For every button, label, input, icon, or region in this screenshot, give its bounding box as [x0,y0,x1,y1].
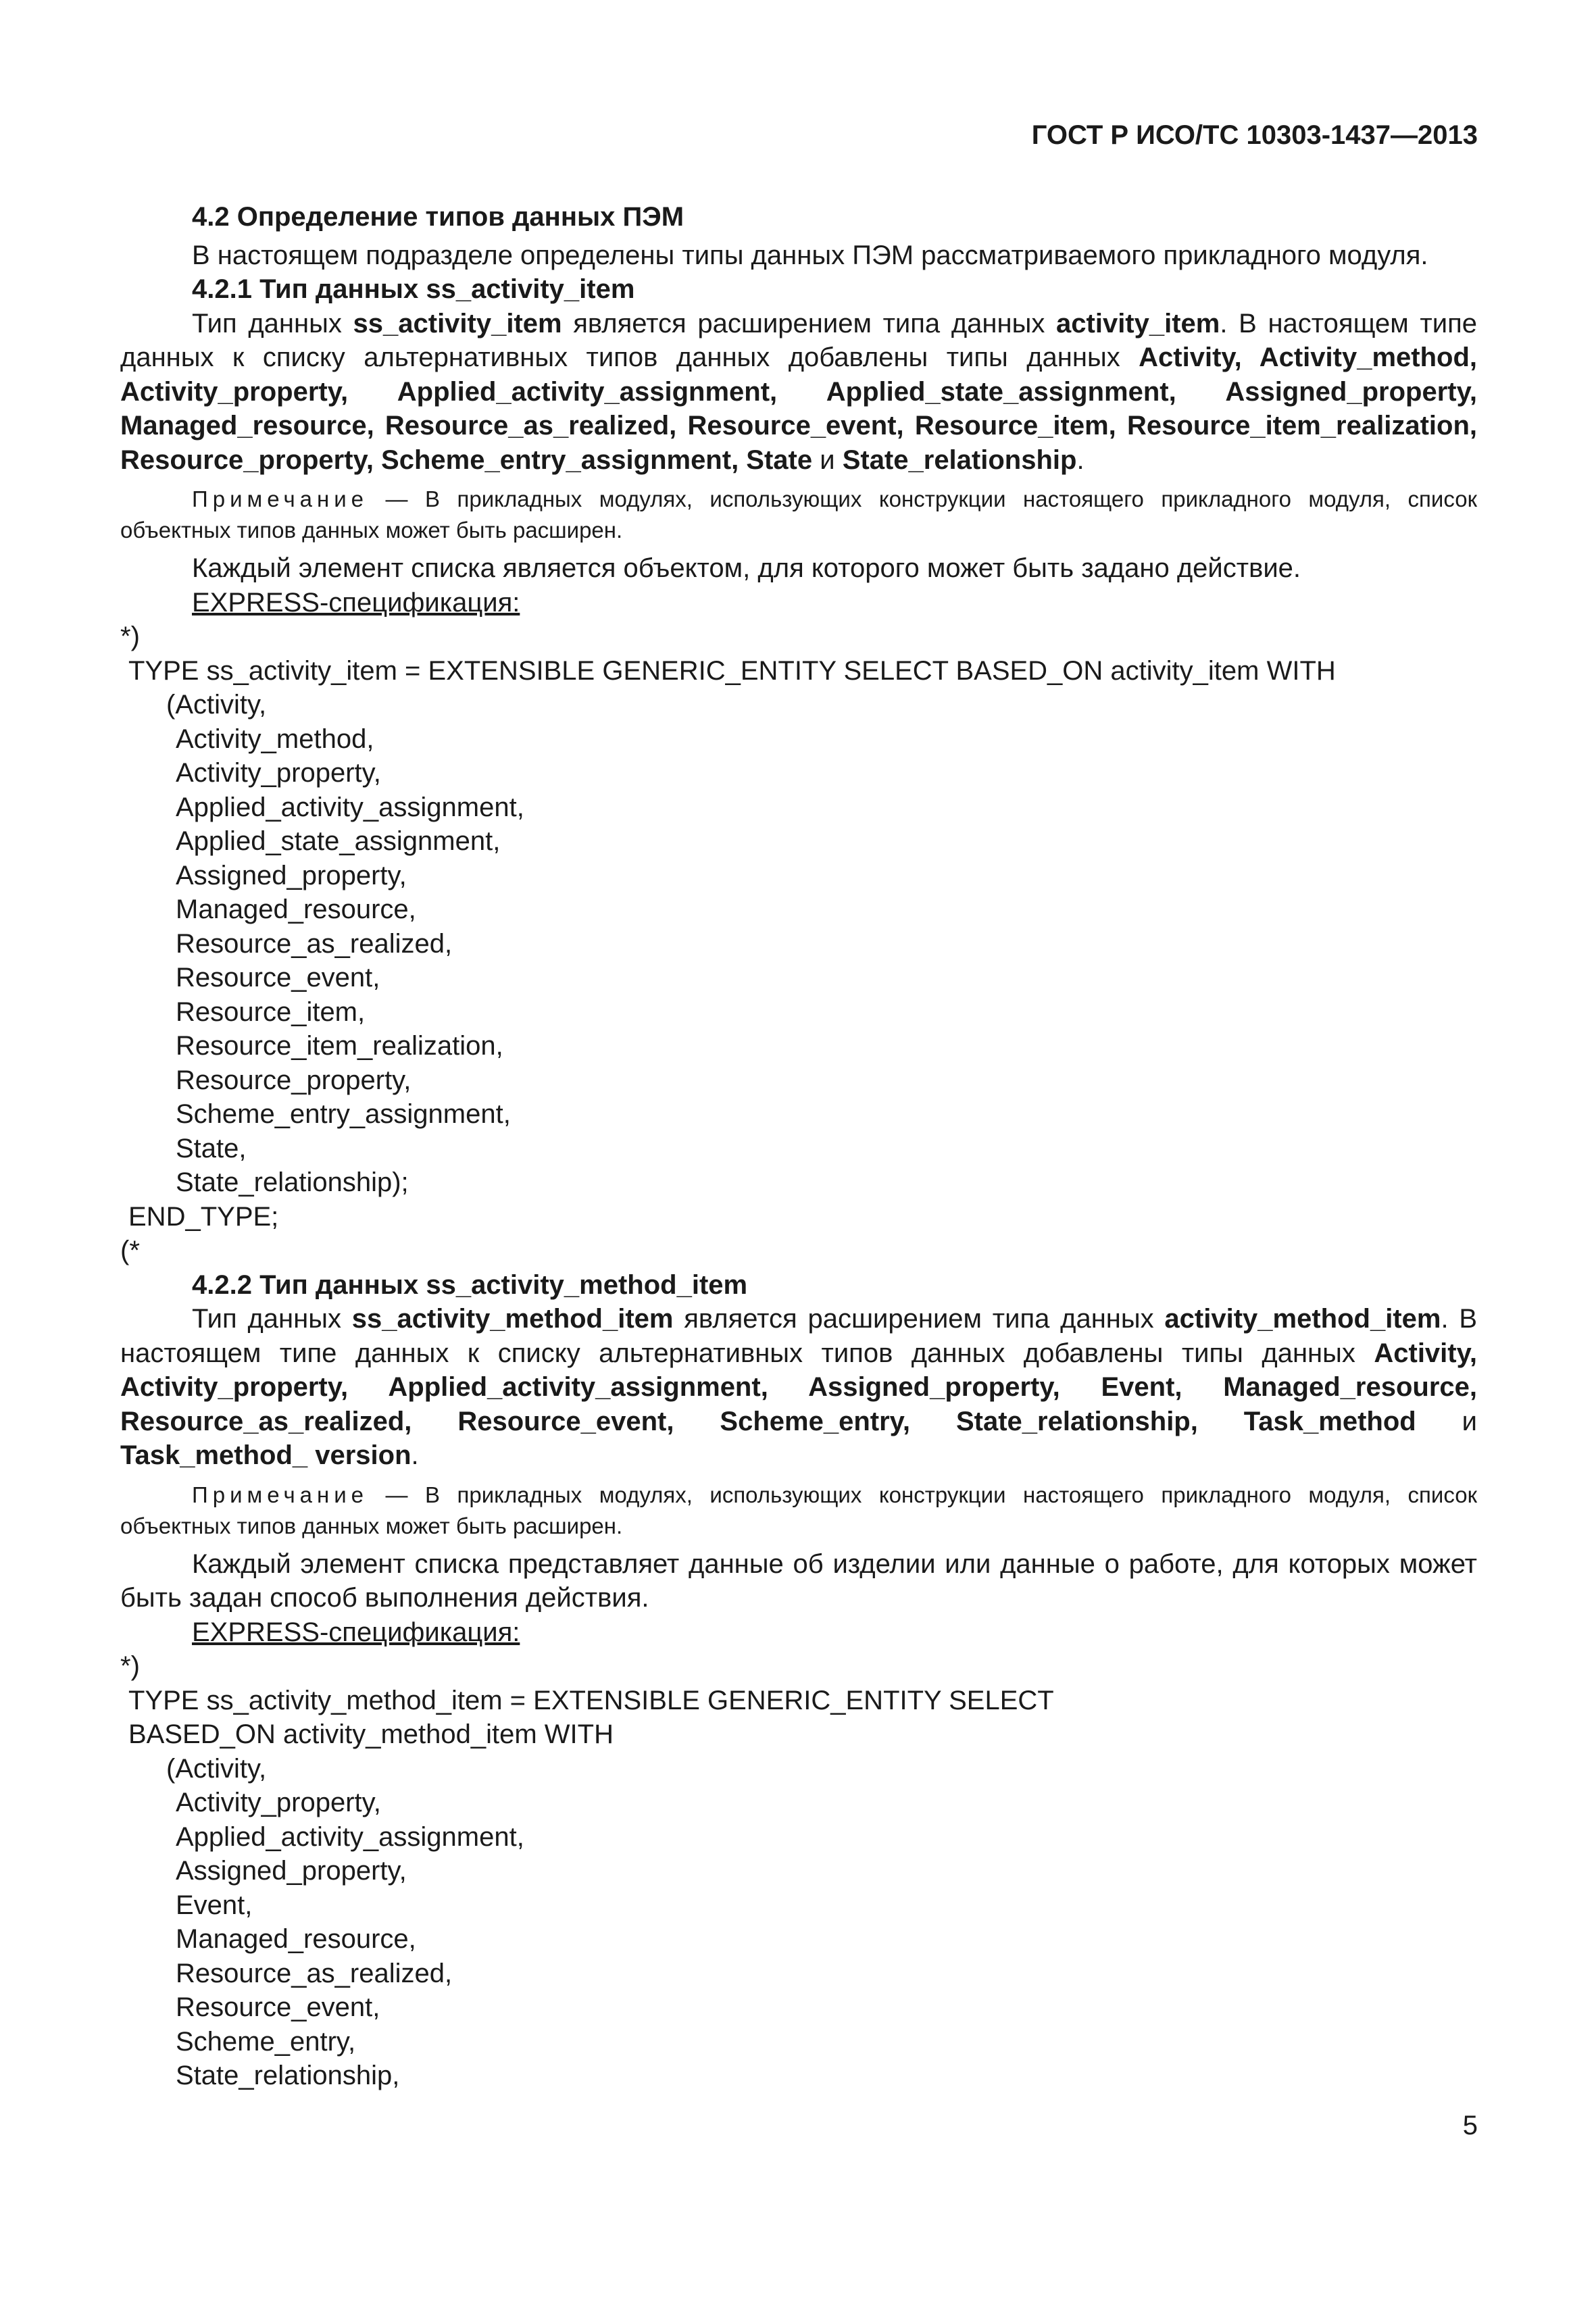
note-label: Примечание [192,486,369,511]
type-name: ss_activity_item [353,308,562,338]
code-line: Applied_activity_assignment, [176,792,524,822]
note-4-2-1 [120,484,1477,546]
text-run: является расширением типа данных [562,308,1057,338]
code-line: Activity_property, [176,758,381,788]
note-label: Примечание [192,1482,369,1507]
text-run: является расширением типа данных [673,1304,1165,1334]
text-run: Тип данных [192,308,353,338]
code-line: Event, [176,1890,253,1920]
code-line: Activity_property, [176,1788,381,1817]
text-run: и [1416,1406,1477,1436]
text-run: и [812,445,843,475]
text-run: . В настоящем типе данных к списку альтернативных типов данных добавлены типы данных [120,308,1478,372]
code-line: TYPE ss_activity_item = EXTENSIBLE GENERIC_ENTITY SELECT BASED_ON activity_item WITH [128,655,1336,686]
subsection-title-4-2-1: 4.2.1 Тип данных ss_activity_item [192,274,635,304]
code-line: Applied_state_assignment, [176,826,501,856]
code-line: Resource_event, [176,963,380,992]
code-line: Managed_resource, [176,1924,416,1954]
page-content [120,200,1477,2093]
text-run: . В настоящем типе данных к списку альтернативных типов данных добавлены типы данных [120,1304,1478,1368]
code-line: Resource_event, [176,1992,380,2022]
added-types-list: Activity, Activity_property, Applied_activity_assignment, Assigned_property, Event, Managed_resource, Resource_as_realized, Resource_event, Scheme_entry, State_relationship, Task_method [120,1338,1477,1436]
express-spec-label-1: EXPRESS-спецификация: [192,587,520,618]
code-line: *) [120,1651,140,1681]
code-line: Scheme_entry, [176,2026,356,2057]
code-line: Activity_method, [176,724,374,754]
last-added-type: Task_method_ version [120,1440,412,1470]
code-line: State_relationship, [176,2061,400,2090]
code-line: Resource_as_realized, [176,1958,453,1988]
paragraph-ss-activity-method-item [120,1302,1477,1473]
code-line: (Activity, [166,1753,267,1784]
text-run: . [1076,445,1084,475]
code-line: Scheme_entry_assignment, [176,1099,511,1129]
express-spec-label-2: EXPRESS-спецификация: [192,1617,520,1647]
code-line: END_TYPE; [128,1201,279,1232]
note-text: — В прикладных модулях, использующих конструкции настоящего прикладного модуля, список объектных типов данных может быть расширен. [120,486,1477,543]
code-line: State_relationship); [176,1167,409,1197]
section-title: 4.2 Определение типов данных ПЭМ [192,202,684,232]
code-line: (Activity, [166,690,267,720]
code-line: BASED_ON activity_method_item WITH [128,1719,614,1749]
code-line: Resource_as_realized, [176,928,453,959]
subsection-title-4-2-2: 4.2.2 Тип данных ss_activity_method_item [192,1269,748,1300]
each-element-text-1: Каждый элемент списка является объектом, для которого может быть задано действие. [192,553,1301,583]
text-run: Тип данных [192,1304,352,1334]
note-4-2-2 [120,1480,1477,1542]
page-number: 5 [1462,2111,1478,2140]
express-code-block-2 [120,1649,1477,2093]
code-line: (* [120,1236,140,1265]
code-line: TYPE ss_activity_method_item = EXTENSIBLE GENERIC_ENTITY SELECT [128,1685,1054,1715]
added-types-list: Activity, Activity_method, Activity_property, Applied_activity_assignment, Applied_state_assignment, Assigned_property, Managed_resource, Resource_as_realized, Resource_event, Resource_item, Resource_item_realization, Resource_property, Scheme_entry_assignment, State [120,343,1477,475]
code-line: Resource_item, [176,997,366,1027]
express-code-block-1 [120,620,1477,1268]
code-line: Applied_activity_assignment, [176,1821,524,1852]
each-element-text-2: Каждый элемент списка представляет данные об изделии или данные о работе, для которых может быть задан способ выполнения действия. [120,1549,1477,1613]
code-line: Managed_resource, [176,895,416,924]
code-line: Resource_property, [176,1065,412,1095]
note-text: — В прикладных модулях, использующих конструкции настоящего прикладного модуля, список объектных типов данных может быть расширен. [120,1482,1477,1538]
code-line: Resource_item_realization, [176,1031,503,1061]
code-line: Assigned_property, [176,1856,407,1886]
type-name: ss_activity_method_item [351,1304,674,1334]
code-line: *) [120,622,140,651]
text-run: . [411,1440,419,1470]
code-line: Assigned_property, [176,860,407,890]
code-line: State, [176,1133,247,1163]
standard-code-header: ГОСТ Р ИСО/ТС 10303-1437—2013 [1031,120,1478,150]
section-intro: В настоящем подразделе определены типы данных ПЭМ рассматриваемого прикладного модуля. [192,240,1428,270]
last-added-type: State_relationship [842,445,1077,475]
paragraph-ss-activity-item [120,307,1477,478]
base-type-name: activity_method_item [1164,1304,1441,1334]
base-type-name: activity_item [1056,308,1220,338]
